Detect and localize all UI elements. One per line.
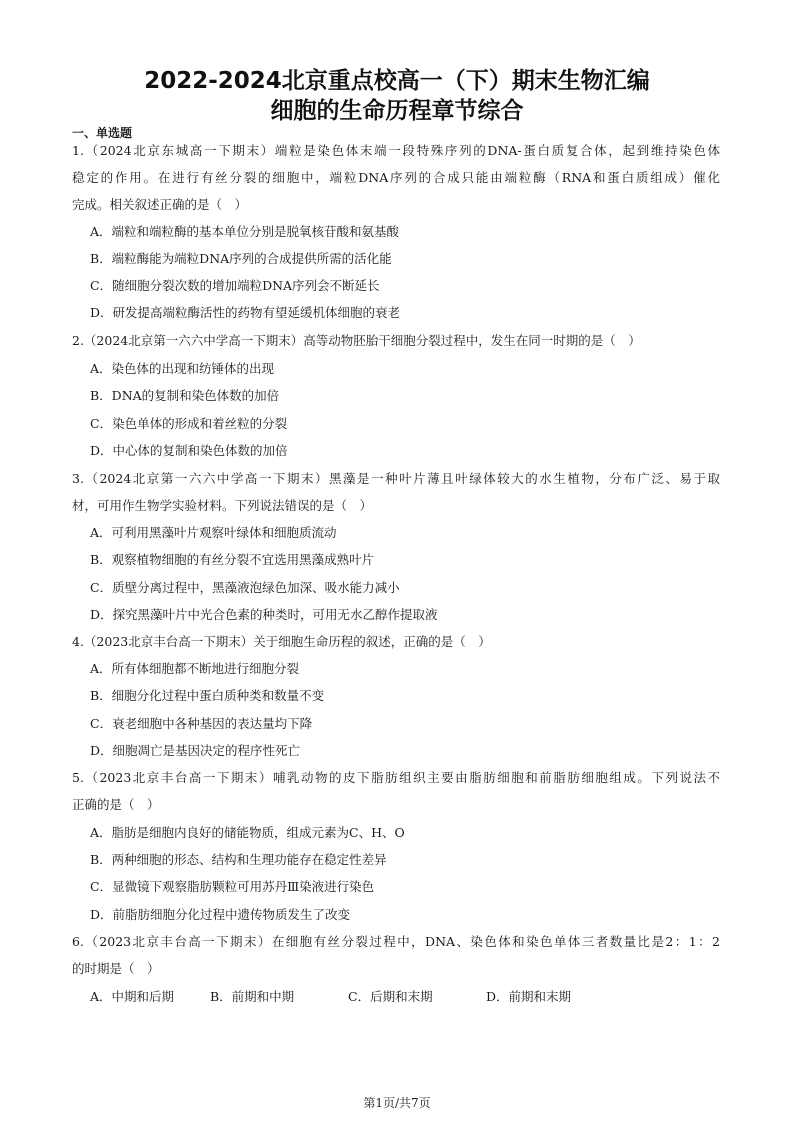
question-text-line: 正确的是（ ） — [72, 797, 160, 812]
option-d: D．探究黑藻叶片中光合色素的种类时，可用无水乙醇作提取液 — [90, 607, 438, 622]
page-footer: 第1页/共7页 — [363, 1096, 431, 1110]
question-text-line: 稳定的作用。在进行有丝分裂的细胞中，端粒DNA序列的合成只能由端粒酶（RNA和蛋白质组成）催化 — [72, 170, 720, 185]
question-text-line: 1.（2024北京东城高一下期末）端粒是染色体末端一段特殊序列的DNA-蛋白质复合体，起到维持染色体 — [72, 143, 720, 158]
option-a: A．中期和后期 — [90, 989, 175, 1004]
option-a: A．所有体细胞都不断地进行细胞分裂 — [90, 661, 300, 676]
option-b: B．观察植物细胞的有丝分裂不宜选用黑藻成熟叶片 — [90, 552, 375, 567]
option-d: D．前期和末期 — [486, 989, 572, 1004]
option-d: D．中心体的复制和染色体数的加倍 — [90, 443, 288, 458]
option-b: B．前期和中期 — [210, 989, 295, 1004]
question-text-line: 3.（2024北京第一六六中学高一下期末）黑藻是一种叶片薄且叶绿体较大的水生植物，分布广泛、易于取 — [72, 471, 720, 486]
document-title-line1: 2022-2024北京重点校高一（下）期末生物汇编 — [144, 68, 650, 94]
option-b: B．端粒酶能为端粒DNA序列的合成提供所需的活化能 — [90, 251, 392, 266]
option-d: D．细胞凋亡是基因决定的程序性死亡 — [90, 743, 301, 758]
question-text-line: 5.（2023北京丰台高一下期末）哺乳动物的皮下脂肪组织主要由脂肪细胞和前脂肪细胞组成。下列说法不 — [72, 770, 720, 785]
option-a: A．可利用黑藻叶片观察叶绿体和细胞质流动 — [90, 525, 337, 540]
option-b: B．两种细胞的形态、结构和生理功能存在稳定性差异 — [90, 852, 387, 867]
section-heading-single-choice: 一、单选题 — [72, 126, 133, 140]
question-text-line: 4.（2023北京丰台高一下期末）关于细胞生命历程的叙述，正确的是（ ） — [72, 634, 491, 649]
option-d: D．前脂肪细胞分化过程中遗传物质发生了改变 — [90, 907, 351, 922]
option-b: B．DNA的复制和染色体数的加倍 — [90, 388, 280, 403]
option-d: D．研发提高端粒酶活性的药物有望延缓机体细胞的衰老 — [90, 305, 401, 320]
option-a: A．脂肪是细胞内良好的储能物质，组成元素为C、H、O — [90, 825, 405, 840]
option-c: C．随细胞分裂次数的增加端粒DNA序列会不断延长 — [90, 278, 380, 293]
document-title-line2: 细胞的生命历程章节综合 — [270, 98, 524, 124]
option-a: A．染色体的出现和纺锤体的出现 — [90, 361, 275, 376]
option-b: B．细胞分化过程中蛋白质种类和数量不变 — [90, 688, 325, 703]
question-text-line: 2.（2024北京第一六六中学高一下期末）高等动物胚胎干细胞分裂过程中，发生在同一时期的是（ ） — [72, 333, 641, 348]
question-text-line: 的时期是（ ） — [72, 961, 160, 976]
option-c: C．质壁分离过程中，黑藻液泡绿色加深、吸水能力减小 — [90, 580, 400, 595]
option-c: C．衰老细胞中各种基因的表达量均下降 — [90, 716, 313, 731]
question-text-line: 6.（2023北京丰台高一下期末）在细胞有丝分裂过程中，DNA、染色体和染色单体三者数量比是2：1：2 — [72, 934, 720, 949]
option-c: C．显微镜下观察脂肪颗粒可用苏丹Ⅲ染液进行染色 — [90, 879, 375, 894]
option-c: C．后期和末期 — [348, 989, 433, 1004]
option-a: A．端粒和端粒酶的基本单位分别是脱氧核苷酸和氨基酸 — [90, 224, 400, 239]
question-text-line: 材，可用作生物学实验材料。下列说法错误的是（ ） — [72, 498, 373, 513]
question-text-line: 完成。相关叙述正确的是（ ） — [72, 197, 248, 212]
option-c: C．染色单体的形成和着丝粒的分裂 — [90, 416, 288, 431]
